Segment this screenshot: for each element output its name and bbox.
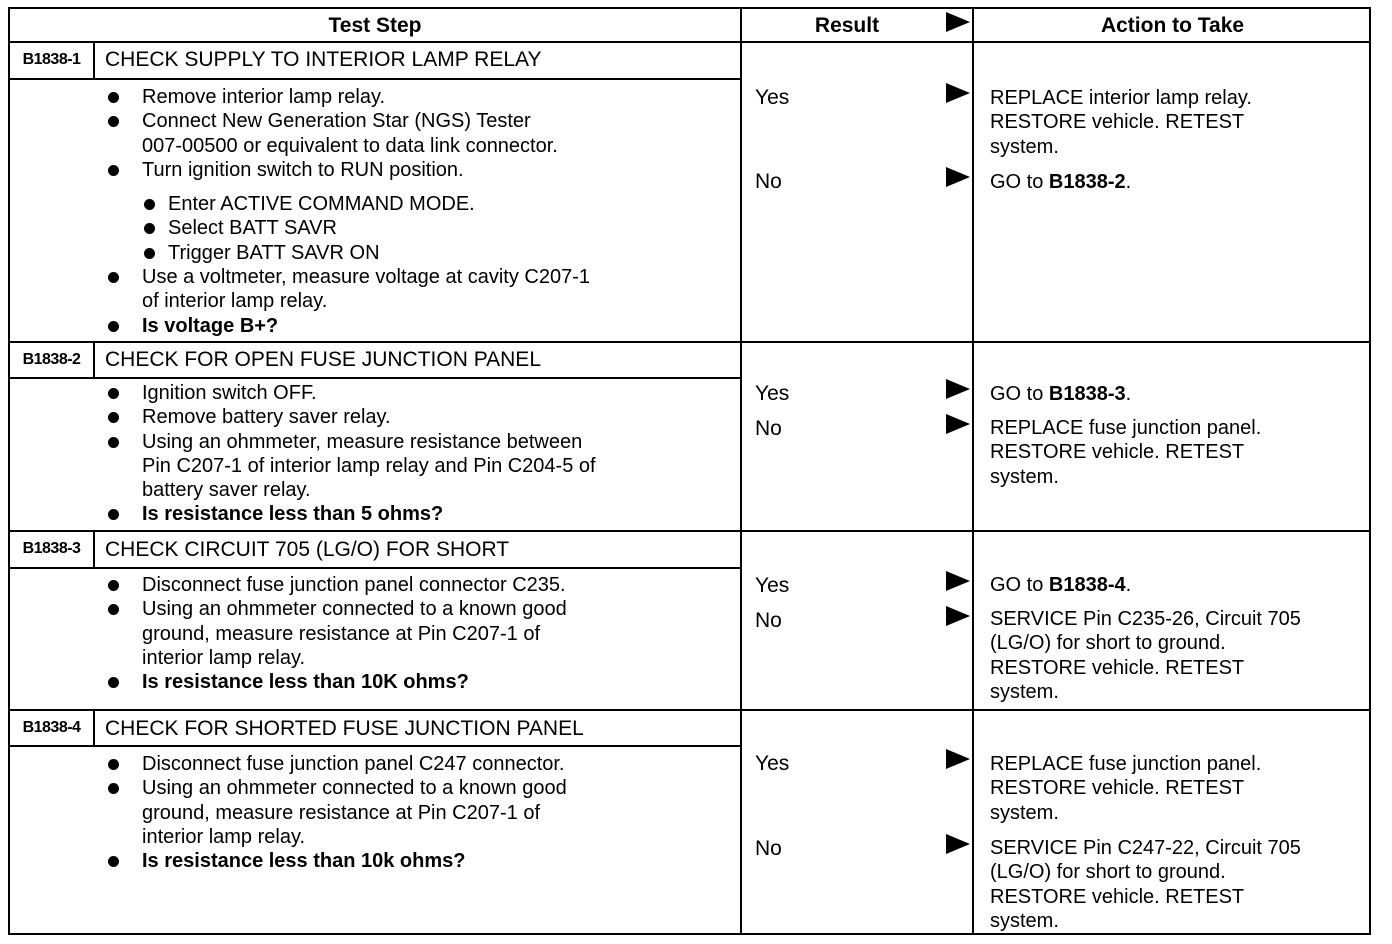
id-divider xyxy=(93,532,95,568)
result-yes: Yes xyxy=(755,752,790,775)
step-item: Ignition switch OFF. xyxy=(10,381,596,405)
arrow-icon xyxy=(946,606,970,626)
step-item: Use a voltmeter, measure voltage at cavity C207-1 xyxy=(10,265,590,289)
arrow-icon xyxy=(946,12,970,32)
result-no: No xyxy=(755,837,782,860)
result-yes: Yes xyxy=(755,86,790,109)
step-item-continued: Pin C207-1 of interior lamp relay and Pin C204-5 of xyxy=(142,454,596,477)
step-title: CHECK SUPPLY TO INTERIOR LAMP RELAY xyxy=(105,48,542,71)
action-text: GO to B1838-3. xyxy=(990,383,1132,405)
id-divider xyxy=(93,343,95,378)
step-question: Is resistance less than 5 ohms? xyxy=(10,502,596,526)
section-divider xyxy=(10,530,1371,532)
result-yes: Yes xyxy=(755,382,790,405)
action-text: REPLACE fuse junction panel. RESTORE vehicle. RETEST system. xyxy=(990,753,1262,824)
step-list xyxy=(10,381,596,527)
step-item-continued: ground, measure resistance at Pin C207-1 of xyxy=(142,801,540,824)
action-text: GO to B1838-4. xyxy=(990,574,1132,596)
step-question: Is resistance less than 10K ohms? xyxy=(10,670,567,694)
diagnostic-table xyxy=(8,7,1371,935)
action-text: REPLACE interior lamp relay. RESTORE vehicle. RETEST system. xyxy=(990,87,1252,158)
arrow-icon xyxy=(946,749,970,769)
column-divider xyxy=(740,9,742,933)
step-item-continued: interior lamp relay. xyxy=(142,825,306,848)
result-no: No xyxy=(755,417,782,440)
id-divider xyxy=(93,43,95,78)
step-id: B1838-3 xyxy=(22,540,81,557)
step-item-continued: battery saver relay. xyxy=(142,479,311,502)
arrow-icon xyxy=(946,414,970,434)
arrow-icon xyxy=(946,83,970,103)
section-divider xyxy=(10,341,1371,343)
step-item-continued: interior lamp relay. xyxy=(142,646,306,669)
sub-step-item: Select BATT SAVR xyxy=(10,216,590,240)
step-question: Is voltage B+? xyxy=(10,314,590,338)
arrow-icon xyxy=(946,571,970,591)
step-item-continued: of interior lamp relay. xyxy=(142,290,328,313)
arrow-icon xyxy=(946,379,970,399)
result-no: No xyxy=(755,609,782,632)
step-list xyxy=(10,752,567,873)
step-item: Connect New Generation Star (NGS) Tester xyxy=(10,109,590,133)
step-item: Turn ignition switch to RUN position. xyxy=(10,158,590,182)
step-item-continued: 007-00500 or equivalent to data link connector. xyxy=(142,134,558,157)
result-yes: Yes xyxy=(755,574,790,597)
column-divider xyxy=(972,9,974,933)
step-title: CHECK FOR SHORTED FUSE JUNCTION PANEL xyxy=(105,717,584,740)
step-item-continued: ground, measure resistance at Pin C207-1 of xyxy=(142,622,540,645)
step-item: Disconnect fuse junction panel connector C235. xyxy=(10,573,567,597)
id-divider xyxy=(93,711,95,746)
step-item: Using an ohmmeter connected to a known good xyxy=(10,597,567,621)
section-divider xyxy=(10,709,1371,711)
arrow-icon xyxy=(946,834,970,854)
title-divider xyxy=(10,567,740,569)
title-divider xyxy=(10,377,740,379)
step-title: CHECK FOR OPEN FUSE JUNCTION PANEL xyxy=(105,348,541,371)
step-item: Using an ohmmeter, measure resistance between xyxy=(10,430,596,454)
header-action: Action to Take xyxy=(1100,13,1245,37)
action-text: GO to B1838-2. xyxy=(990,171,1132,193)
step-item: Remove interior lamp relay. xyxy=(10,85,590,109)
step-title: CHECK CIRCUIT 705 (LG/O) FOR SHORT xyxy=(105,538,510,561)
sub-step-item: Trigger BATT SAVR ON xyxy=(10,241,590,265)
step-list xyxy=(10,573,567,694)
step-id: B1838-4 xyxy=(22,719,81,736)
sub-step-item: Enter ACTIVE COMMAND MODE. xyxy=(10,192,590,216)
step-item: Disconnect fuse junction panel C247 connector. xyxy=(10,752,567,776)
step-item: Remove battery saver relay. xyxy=(10,405,596,429)
result-no: No xyxy=(755,170,782,193)
step-list xyxy=(10,85,590,338)
step-question: Is resistance less than 10k ohms? xyxy=(10,849,567,873)
title-divider xyxy=(10,745,740,747)
step-id: B1838-1 xyxy=(22,51,81,68)
header-result: Result xyxy=(814,13,880,37)
header-divider xyxy=(10,41,1371,43)
action-text: SERVICE Pin C247-22, Circuit 705 (LG/O) for short to ground. RESTORE vehicle. RETEST system. xyxy=(990,837,1301,932)
header-test-step: Test Step xyxy=(328,13,422,37)
step-id: B1838-2 xyxy=(22,351,81,368)
action-text: SERVICE Pin C235-26, Circuit 705 (LG/O) for short to ground. RESTORE vehicle. RETEST system. xyxy=(990,608,1301,703)
step-item: Using an ohmmeter connected to a known good xyxy=(10,776,567,800)
action-text: REPLACE fuse junction panel. RESTORE vehicle. RETEST system. xyxy=(990,417,1262,488)
title-divider xyxy=(10,78,740,80)
arrow-icon xyxy=(946,167,970,187)
